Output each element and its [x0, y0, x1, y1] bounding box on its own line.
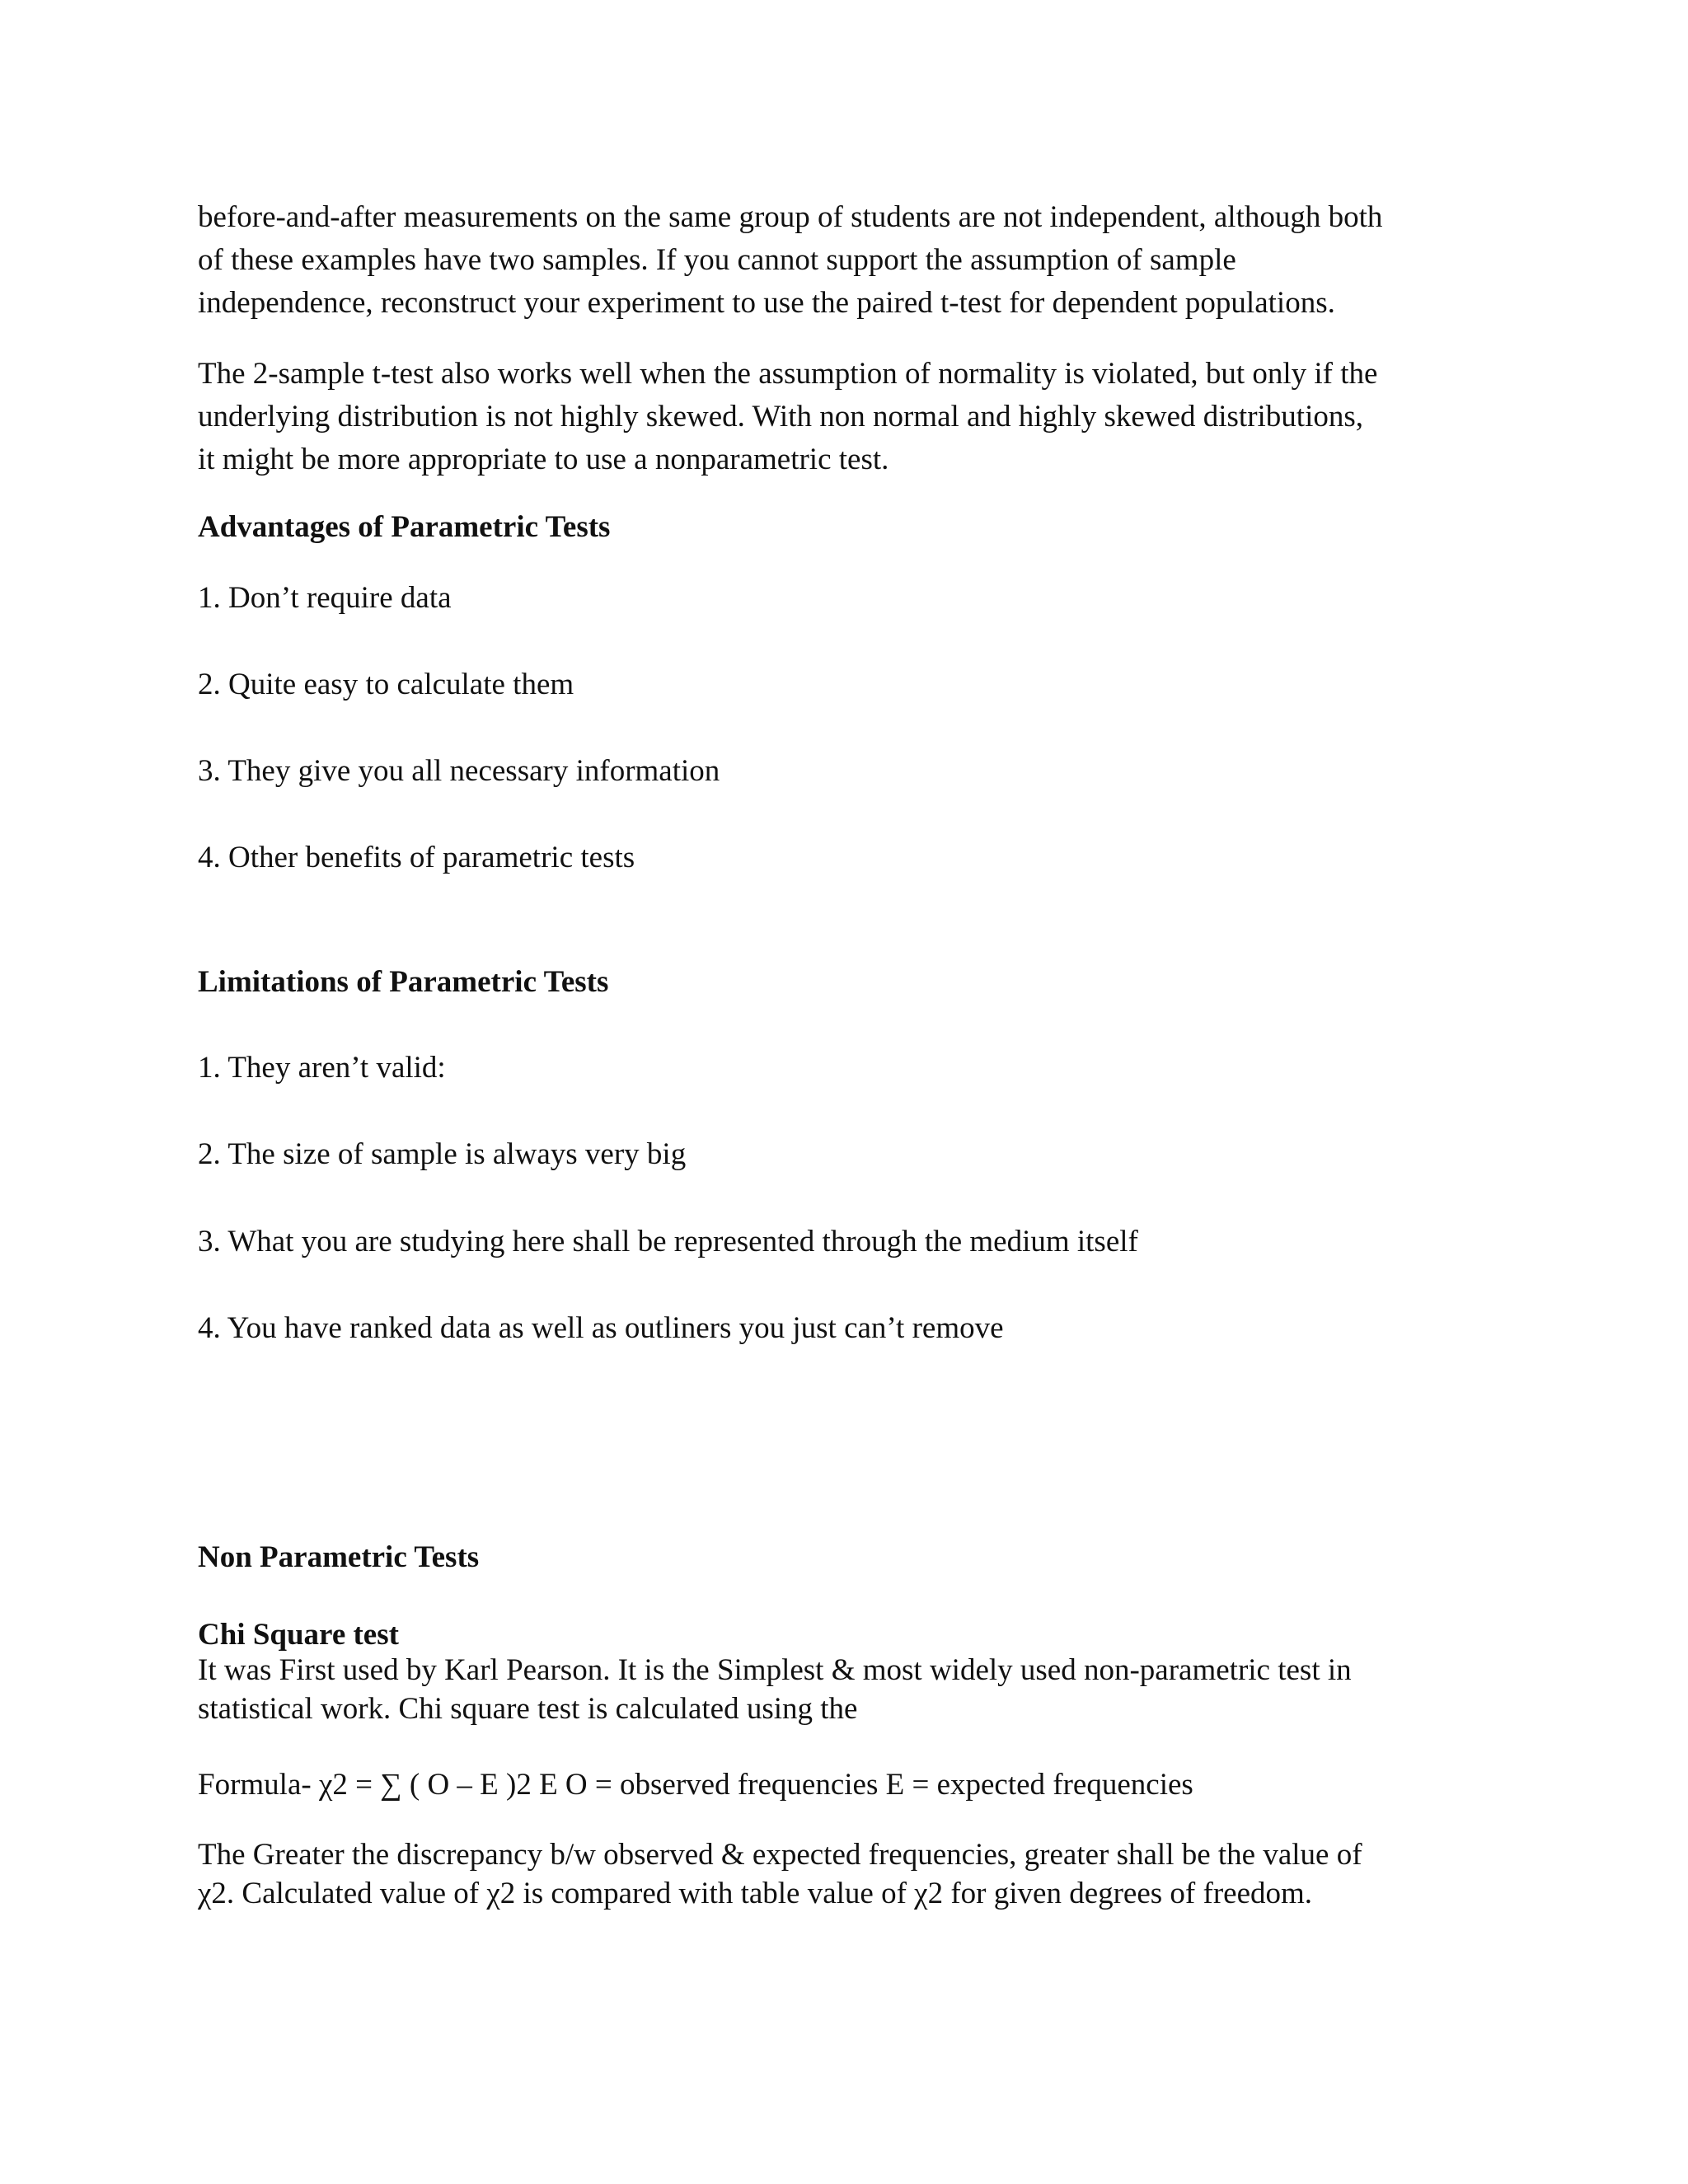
chi-square-heading: Chi Square test [198, 1618, 399, 1652]
paragraph-line: independence, reconstruct your experiment to use the paired t-test for dependent populations. [198, 286, 1335, 320]
paragraph-line: before-and-after measurements on the same group of students are not independent, although both [198, 200, 1383, 234]
limitations-item: 2. The size of sample is always very big [198, 1137, 687, 1171]
paragraph-line: The 2-sample t-test also works well when the assumption of normality is violated, but only if the [198, 357, 1378, 391]
advantages-item: 1. Don’t require data [198, 581, 452, 615]
limitations-item: 3. What you are studying here shall be represented through the medium itself [198, 1225, 1138, 1258]
nonparametric-heading: Non Parametric Tests [198, 1540, 480, 1574]
paragraph-line: of these examples have two samples. If you cannot support the assumption of sample [198, 243, 1236, 277]
limitations-item: 1. They aren’t valid: [198, 1051, 446, 1085]
paragraph-line: it might be more appropriate to use a nonparametric test. [198, 443, 889, 476]
advantages-item: 3. They give you all necessary information [198, 754, 720, 788]
limitations-heading: Limitations of Parametric Tests [198, 965, 609, 999]
paragraph-line: underlying distribution is not highly skewed. With non normal and highly skewed distributions, [198, 400, 1364, 434]
paragraph-line: χ2. Calculated value of χ2 is compared with table value of χ2 for given degrees of freedom. [198, 1877, 1313, 1910]
paragraph-line: It was First used by Karl Pearson. It is the Simplest & most widely used non-parametric test in [198, 1653, 1352, 1687]
advantages-item: 4. Other benefits of parametric tests [198, 841, 635, 874]
paragraph-line: statistical work. Chi square test is calculated using the [198, 1692, 858, 1726]
limitations-item: 4. You have ranked data as well as outliners you just can’t remove [198, 1311, 1004, 1345]
discrepancy-paragraph [198, 1835, 1484, 1913]
chi-square-intro [198, 1651, 1484, 1728]
paragraph-line: The Greater the discrepancy b/w observed & expected frequencies, greater shall be the value of [198, 1838, 1362, 1872]
chi-square-formula: Formula- χ2 = ∑ ( O – E )2 E O = observed frequencies E = expected frequencies [198, 1768, 1193, 1802]
advantages-item: 2. Quite easy to calculate them [198, 668, 574, 701]
normality-paragraph [198, 353, 1484, 481]
intro-paragraph [198, 196, 1484, 325]
advantages-heading: Advantages of Parametric Tests [198, 510, 611, 544]
